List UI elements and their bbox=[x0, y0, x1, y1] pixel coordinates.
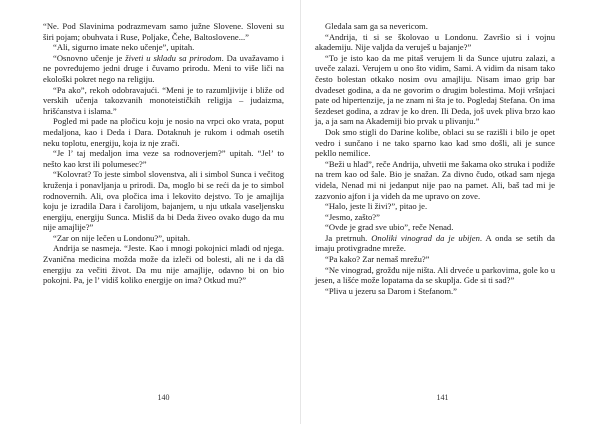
paragraph bbox=[315, 32, 555, 53]
paragraph bbox=[315, 21, 555, 32]
right-page bbox=[300, 0, 600, 424]
left-page-number: 140 bbox=[157, 393, 170, 402]
text-segment: “Andrija, ti si se školovao u Londonu. Završio si i vojnu akademiju. Nije valjda da veruješ u bajanje?” bbox=[315, 31, 555, 53]
paragraph bbox=[43, 116, 284, 148]
paragraph bbox=[315, 201, 555, 212]
text-segment: “Pa kako? Zar nemaš mrežu?” bbox=[325, 254, 430, 265]
text-segment: “Ovde je grad sve ubio”, reče Nenad. bbox=[325, 222, 454, 233]
italic-text: Onoliki vinograd da je ubijen bbox=[371, 232, 480, 243]
right-page-text bbox=[315, 21, 555, 296]
paragraph bbox=[315, 286, 555, 297]
paragraph bbox=[43, 85, 284, 117]
paragraph bbox=[315, 53, 555, 127]
paragraph bbox=[315, 254, 555, 265]
text-segment: “Beži u hlad”, reče Andrija, uhvetii me šakama oko struka i podiže na trem kao od šale. Bio je snažan. Za divno čudo, otkad sam njega videla, Nenad mi ni jedanput nije pao na pamet. Ali, baš tad mi je zazvonio ajfon i ja videh da me upravo on zove. bbox=[315, 158, 555, 201]
paragraph bbox=[315, 127, 555, 159]
paragraph bbox=[43, 169, 284, 233]
right-page-number: 141 bbox=[436, 393, 449, 402]
text-segment: “Ali, sigurno imate neko učenje”, upitah. bbox=[53, 42, 195, 53]
text-segment: . A onda se setih da imaju protivgradne mreže. bbox=[315, 232, 555, 254]
text-segment: “Osnovno učenje je bbox=[53, 52, 126, 63]
text-segment: Pogled mi pade na pločicu koju je nosio na vrpci oko vrata, poput medaljona, kao i Deda i Dara. Dotaknuh je rukom i odmah osetih neku toplotu, energiju, koja iz nje zrači. bbox=[43, 116, 284, 148]
paragraph bbox=[315, 265, 555, 286]
text-segment: “Kolovrat? To jeste simbol slovenstva, ali i simbol Sunca i večitog kruženja i ponavljanja u prirodi. Da, moglo bi se reći da je to simbol rodnovernih. Ali, ova pločica ima i lekovito dejstvo. To je amajlija koju je izradila Dara i čarolijom, bajanjem, u nju utkala vaseljensku energiju, energiju Sunca. Misliš da bi Deda živeo ovako dugo da mu nije amajlije?” bbox=[43, 169, 284, 233]
paragraph bbox=[315, 222, 555, 233]
text-segment: “Zar on nije lečen u Londonu?”, upitah. bbox=[53, 232, 190, 243]
text-segment: Ja pretrnuh. bbox=[325, 232, 372, 243]
text-segment: “Halo, jeste li živi?”, pitao je. bbox=[325, 201, 428, 212]
paragraph bbox=[43, 233, 284, 244]
text-segment: Gledala sam ga sa nevericom. bbox=[325, 21, 428, 31]
text-segment: Andrija se nasmeja. “Jeste. Kao i mnogi pokojnici mlađi od njega. Zvanična medicina možda može da izleči od bolesti, ali ne i da dâ energiju za večiti život. Da mu nije amajlije, odavno bi on bio pokojni. Pa, je l’ vidiš koliko energije on ima? Otkud mu?” bbox=[43, 243, 284, 286]
text-segment: “Pliva u jezeru sa Darom i Stefanom.” bbox=[325, 285, 457, 296]
paragraph bbox=[43, 21, 284, 42]
text-segment: . Da uvažavamo i ne povređujemo jedni druge i čuvamo prirodu. Meni to više liči na ekološki pokret nego na religiju. bbox=[43, 52, 284, 84]
text-segment: “Ne vinograd, grožđu nije ništa. Ali drveće u parkovima, gole ko u jesen, a lišće može lopatama da se skuplja. Gde si ti sad?” bbox=[315, 264, 555, 286]
paragraph bbox=[315, 159, 555, 201]
paragraph bbox=[43, 148, 284, 169]
text-segment: “Pa ako”, rekoh odobravajući. “Meni je to razumljivije i bliže od verskih učenja takozvanih monoteističkih religija – judaizma, hrišćanstva i islama.” bbox=[43, 84, 284, 116]
text-segment: “To je isto kao da me pitaš verujem li da Sunce ujutru zalazi, a uveče zalazi. Verujem u ono što vidim, Sami. A vidim da nisam tako često bolestan otkako nosim ovu amajliju. Nisam imao grip bar dvadeset godina, a da ne govorim o drugim bolestima. Moji vršnjaci pate od hipertenzije, ja ne znam ni šta je to. Pogledaj Stefana. On ima šezdeset godina, a zdrav je ko dren. Ili Deda, još uvek pliva brzo kao ja, a ja sam na Akademiji bio prvak u plivanju.” bbox=[315, 52, 555, 127]
text-segment: “Jesmo, zašto?” bbox=[325, 211, 380, 222]
paragraph bbox=[315, 233, 555, 254]
left-page-text bbox=[43, 21, 284, 286]
text-segment: Dok smo stigli do Darine kolibe, oblaci su se razišli i bilo je opet vedro i sunčano i ne tako sparno kao kad smo došli, ali je sunce pekllo nemilice. bbox=[315, 126, 555, 159]
paragraph bbox=[315, 212, 555, 223]
paragraph bbox=[43, 53, 284, 85]
paragraph bbox=[43, 42, 284, 53]
text-segment: “Ne. Pod Slavinima podrazmevam samo južne Slovene. Sloveni su širi pojam; obuhvata i Ruse, Poljake, Čehe, Baltoslovene...” bbox=[43, 21, 284, 42]
paragraph bbox=[43, 243, 284, 285]
italic-text: živeti u skladu sa prirodom bbox=[125, 52, 222, 63]
text-segment: “Je l’ taj medaljon ima veze sa rodnoverjem?” upitah. “Jel’ to nešto kao krst ili polumesec?” bbox=[43, 148, 284, 169]
